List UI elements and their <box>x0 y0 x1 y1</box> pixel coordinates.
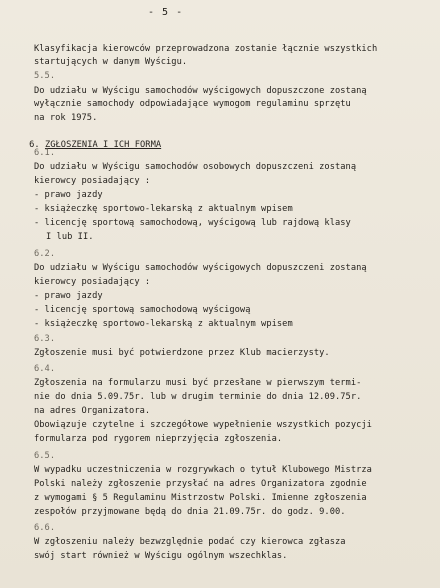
section-number: 6.3. <box>34 334 56 344</box>
text-line: Klasyfikacja kierowców przeprowadzona zostanie łącznie wszystkich <box>34 44 378 54</box>
section-number: 6.2. <box>34 249 56 259</box>
list-item: - prawo jazdy <box>34 190 103 200</box>
text-line: nie do dnia 5.09.75r. lub w drugim terminie do dnia 12.09.75r. <box>34 392 362 402</box>
text-line: Do udziału w Wyścigu samochodów wyścigowych dopuszczone zostaną <box>34 86 367 96</box>
section-number: 6.6. <box>34 523 56 533</box>
list-item: - prawo jazdy <box>34 291 103 301</box>
text-line: z wymogami § 5 Regulaminu Mistrzostw Polski. Imienne zgłoszenia <box>34 493 367 503</box>
list-item: - licencję sportową samochodową, wyścigową lub rajdową klasy <box>34 218 351 228</box>
text-line: Do udziału w Wyścigu samochodów osobowych dopuszczeni zostaną <box>34 162 357 172</box>
text-line: I lub II. <box>46 232 94 242</box>
section-number: 6.4. <box>34 364 56 374</box>
text-line: kierowcy posiadający : <box>34 277 151 287</box>
list-item: - książeczkę sportowo-lekarską z aktualnym wpisem <box>34 319 293 329</box>
text-line: swój start również w Wyścigu ogólnym wszechklas. <box>34 551 288 561</box>
text-line: na adres Organizatora. <box>34 406 151 416</box>
text-line: na rok 1975. <box>34 113 98 123</box>
text-line: W zgłoszeniu należy bezwzględnie podać czy kierowca zgłasza <box>34 537 346 547</box>
text-line: kierowcy posiadający : <box>34 176 151 186</box>
text-line: Zgłoszenie musi być potwierdzone przez Klub macierzysty. <box>34 348 330 358</box>
page-number: - 5 - <box>148 7 184 18</box>
section-heading <box>8 130 161 160</box>
list-item: - licencję sportową samochodową wyścigową <box>34 305 251 315</box>
text-line: Obowiązuje czytelne i szczegółowe wypełnienie wszystkich pozycji <box>34 420 372 430</box>
list-item: - książeczkę sportowo-lekarską z aktualnym wpisem <box>34 204 293 214</box>
text-line: W wypadku uczestniczenia w rozgrywkach o tytuł Klubowego Mistrza <box>34 465 372 475</box>
section-number: 5.5. <box>34 71 56 81</box>
section-number: 6.5. <box>34 451 56 461</box>
text-line: Do udziału w Wyścigu samochodów wyścigowych dopuszczeni zostaną <box>34 263 367 273</box>
text-line: zespołów przyjmowane będą do dnia 21.09.75r. do godz. 9.00. <box>34 507 346 517</box>
text-line: Polski należy zgłoszenie przysłać na adres Organizatora zgodnie <box>34 479 367 489</box>
section-heading-number: 6. <box>29 140 45 150</box>
section-heading-title: ZGŁOSZENIA I ICH FORMA <box>44 140 162 150</box>
section-number: 6.1. <box>34 148 56 158</box>
text-line: Zgłoszenia na formularzu musi być przesłane w pierwszym termi- <box>34 378 362 388</box>
text-line: formularza pod rygorem nieprzyjęcia zgłoszenia. <box>34 434 283 444</box>
text-line: startujących w danym Wyścigu. <box>34 57 188 67</box>
text-line: wyłącznie samochody odpowiadające wymogom regulaminu sprzętu <box>34 99 351 109</box>
